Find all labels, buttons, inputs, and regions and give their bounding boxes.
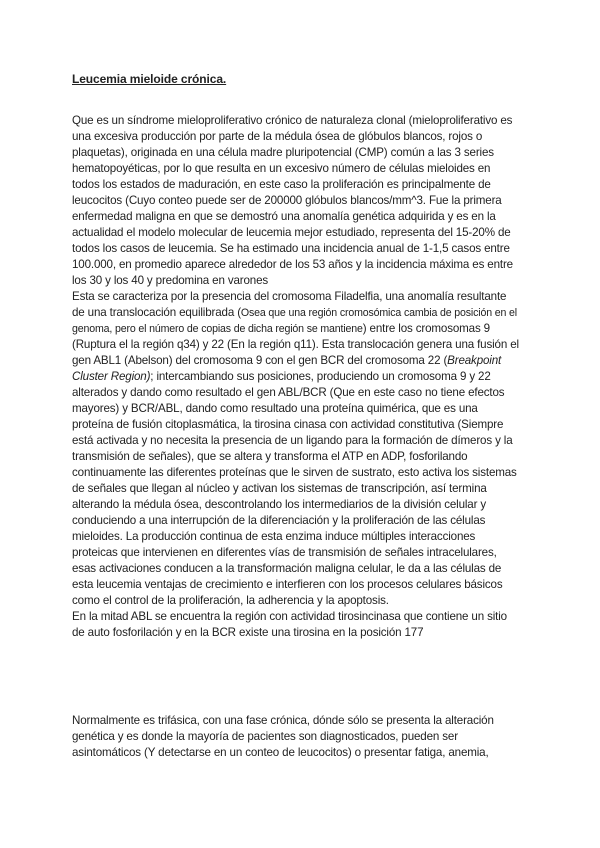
paragraph-2-text: Normalmente es trifásica, con una fase crónica, dónde sólo se presenta la alteración genética y es donde la mayoría de pacientes son diagnosticados, pueden ser asintomáticos (Y detectarse en un conteo de leucocitos) o presentar fatiga, anemia, xyxy=(72,714,494,759)
paragraph-1-incidence: Se ha estimado una incidencia anual de 1-1,5 casos entre 100.000, en promedio aparece alrededor de los 53 años y la incidencia máxima es entre los 30 y los 40 y predomina en varones xyxy=(72,242,513,287)
paragraph-1-philadelphia: Esta se caracteriza por la presencia del cromosoma Filadelfia, una anomalía resultante de una translocación equilibrada ( xyxy=(72,290,507,319)
paragraph-1-mechanism: ; intercambiando sus posiciones, produciendo un cromosoma 9 y 22 alterados y dando como resultado el gen ABL/BCR (Que en este caso no tiene efectos mayores) y BCR/ABL, dando como resultado una proteína quimérica, que es una proteína de fusión citoplasmática, la tirosina cinasa con actividad constitutiva (Siempre está activada y no necesita la presencia de un ligando para la formación de dímeros y la transmisión de señales), que se altera y transforma el ATP en ADP, fosforilando continuamente las diferentes proteínas que le sirven de sustrato, esto activa los sistemas de señales que llegan al núcleo y activan los sistemas de transcripción, así termina alterando la médula ósea, descontrolando los intermediarios de la división celular y conduciendo a una interrupción de la diferenciación y la proliferación de las células mieloides. La producción continua de esta enzima induce múltiples interacciones proteicas que intervienen en diferentes vías de transmisión de señales intracelulares, esas activaciones conducen a la transformación maligna celular, le da a las células de esta leucemia ventajas de crecimiento e interfieren con los procesos celulares básicos como el control de la proliferación, la adherencia y la apoptosis. xyxy=(72,370,517,607)
paragraph-1 xyxy=(72,113,520,641)
paragraph-1-abl-region: En la mitad ABL se encuentra la región con actividad tirosincinasa que contiene un sitio de auto fosforilación y en la BCR existe una tirosina en la posición 177 xyxy=(72,610,507,639)
paragraph-1-intro: Que es un síndrome mieloproliferativo crónico de naturaleza clonal (mieloproliferativo es una excesiva producción por parte de la médula ósea de glóbulos blancos, rojos o plaquetas), originada en una célula madre pluripotencial (CMP) común a las 3 series hematopoyéticas, por lo que resulta en un excesivo número de células mieloides en todos los estados de maduración, en este caso la proliferación es principalmente de leucocitos (Cuyo conteo puede ser de 200000 glóbulos blancos/mm^3. Fue la primera enfermedad maligna en que se demostró una anomalía genética adquirida y es en la actualidad el modelo molecular de leucemia mejor estudiado, representa del 15-20% de todos los casos de leucemia. xyxy=(72,114,513,255)
paragraph-2 xyxy=(72,713,520,761)
translocation-note: Osea que una región cromosómica cambia de posición en el genoma, pero el número de copias de dicha región se mantiene xyxy=(72,307,517,335)
bcr-definition: Breakpoint Cluster Region) xyxy=(72,354,502,383)
paragraph-1-fusion: ) entre los cromosomas 9 (Ruptura el la región q34) y 22 (En la región q11). Esta translocación genera una fusión el gen ABL1 (Abelson) del cromosoma 9 con el gen BCR del cromosoma 22 ( xyxy=(72,322,519,367)
document-title: Leucemia mieloide crónica. xyxy=(72,72,227,86)
